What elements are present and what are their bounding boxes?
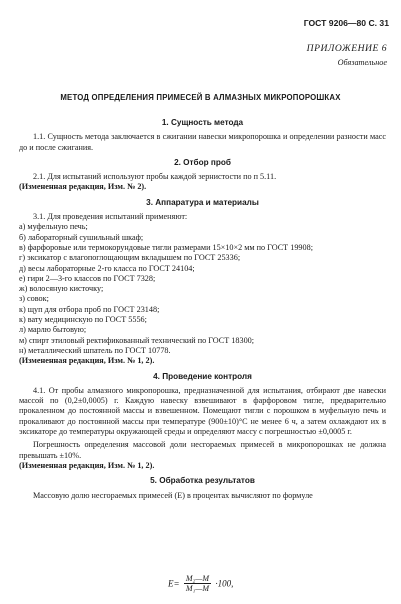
list-item: м) спирт этиловый ректификованный технический по ГОСТ 18300; [19,335,255,345]
edit-note-4: (Измененная редакция, Изм. № 1, 2). [19,460,155,470]
list-item: к) щуп для отбора проб по ГОСТ 23148; [19,304,160,314]
formula-numerator: M₂—M [185,574,210,583]
edit-note-3: (Измененная редакция, Изм. № 1, 2). [19,356,155,366]
list-item: н) металлический шпатель по ГОСТ 10778. [19,345,171,355]
list-item: б) лабораторный сушильный шкаф; [19,232,144,242]
appendix-label: ПРИЛОЖЕНИЕ 6 [306,43,387,54]
paragraph-4-2: Погрешность определения массовой доли несгораемых примесей в микропорошках не должна превышать ±10%. [19,440,386,460]
mandatory-label: Обязательное [337,58,387,67]
gost-reference: ГОСТ 9206—80 С. 31 [303,18,389,28]
document-title: МЕТОД ОПРЕДЕЛЕНИЯ ПРИМЕСЕЙ В АЛМАЗНЫХ МИКРОПОРОШКАХ [60,93,341,102]
paragraph-1-1: 1.1. Сущность метода заключается в сжигании навески микропорошка и определении разности масс до и после сжигания. [19,132,386,152]
list-item: в) фарфоровые или термокорундовые тигли размерами 15×10×2 мм по ГОСТ 19908; [19,242,313,252]
list-item: л) марлю бытовую; [19,325,87,335]
list-item: а) муфельную печь; [19,222,88,232]
section-3-heading: 3. Аппаратура и материалы [146,197,259,207]
formula-tail: ·100, [215,578,234,589]
paragraph-4-1: 4.1. От пробы алмазного микропорошка, предназначенной для испытания, отбирают две навески массой по (0,2±0,0005) г. Каждую навеску взвешивают в фарфоровом тигле, предварительно прокаленном до постоянной массы и взвешенном. Помещают тигли с порошком в муфельную печь и прокаливают до постоянной массы при температуре (900±10)°С не менее 6 ч, а затем охлаждают их в эксикаторе до температуры окружающей среды и определяют массу с погрешностью ±0,0005 г. [19,385,386,437]
section-1-heading: 1. Сущность метода [161,118,244,127]
formula-lhs: E= [168,578,180,589]
list-item: г) эксикатор с влагопоглощающим вкладышем по ГОСТ 25336; [19,253,241,263]
list-item: е) гири 2—3-го классов по ГОСТ 7328; [19,273,156,283]
edit-note-2: (Измененная редакция, Изм. № 2). [19,182,147,192]
formula [168,574,233,593]
equipment-list [19,222,386,356]
formula-fraction [184,574,211,593]
paragraph-2-1: 2.1. Для испытаний используют пробы каждой зернистости по п 5.11. [33,172,277,182]
list-item: з) совок; [19,294,49,304]
paragraph-3-1: 3.1. Для проведения испытаний применяют: [33,212,188,222]
section-5-heading: 5. Обработка результатов [150,476,255,486]
document-body [19,113,386,501]
paragraph-5-1: Массовую долю несгораемых примесей (Е) в процентах вычисляют по формуле [33,490,313,500]
list-item: к) вату медицинскую по ГОСТ 5556; [19,315,147,325]
list-item: д) весы лабораторные 2-го класса по ГОСТ 24104; [19,263,195,273]
list-item: ж) волосяную кисточку; [19,284,104,294]
formula-denominator: M₁—M [185,584,210,593]
section-4-heading: 4. Проведение контроля [153,371,252,381]
section-2-heading: 2. Отбор проб [174,157,231,167]
